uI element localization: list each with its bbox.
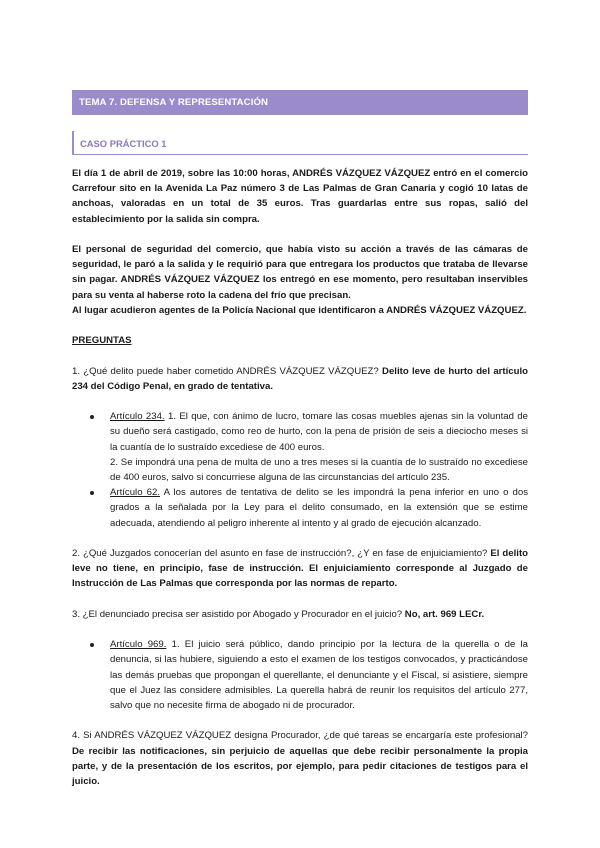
- article-list-3: [72, 637, 528, 713]
- question-4-text: 4. Si ANDRÉS VÁZQUEZ VÁZQUEZ designa Procurador, ¿de qué tareas se encargaría este profesional?: [72, 730, 528, 742]
- facts-paragraph-2b: Al lugar acudieron agentes de la Policía Nacional que identificaron a ANDRÉS VÁZQUEZ VÁZQUEZ.: [72, 304, 527, 316]
- article-234-text: 1. El que, con ánimo de lucro, tomare las cosas muebles ajenas sin la voluntad de su dueño será castigado, como reo de hurto, con la pena de prisión de seis a dieciocho meses si la cuantía de lo sustraído excediese de 400 euros.: [110, 411, 528, 453]
- question-1-text: 1. ¿Qué delito puede haber cometido ANDRÉS VÁZQUEZ VÁZQUEZ?: [72, 365, 383, 377]
- question-3-text: 3. ¿El denunciado precisa ser asistido por Abogado y Procurador en el juicio?: [72, 608, 405, 620]
- question-4: [72, 728, 528, 789]
- question-2-text: 2. ¿Qué Juzgados conocerían del asunto en fase de instrucción?, ¿Y en fase de enjuiciamiento?: [72, 548, 491, 559]
- answer-1: Delito leve de hurto del artículo 234 del Código Penal, en grado de tentativa.: [72, 365, 528, 392]
- list-item: [110, 409, 528, 485]
- article-234-ref: Artículo 234.: [110, 411, 165, 423]
- facts-paragraph-2: [72, 242, 528, 318]
- preguntas-heading: PREGUNTAS: [72, 335, 132, 347]
- question-1: [72, 364, 528, 394]
- document-body: [72, 166, 528, 804]
- case-heading: [72, 131, 528, 155]
- article-234-text-2: 2. Se impondrá una pena de multa de uno a tres meses si la cuantía de lo sustraído no excediese de 400 euros, salvo si concurriese alguna de las circunstancias del artículo 235.: [110, 456, 528, 483]
- facts-paragraph-2a: El personal de seguridad del comercio, que había visto su acción a través de las cámaras de seguridad, le paró a la salida y le requirió para que entregara los productos que trataba de llevarse sin pagar. ANDRÉS VÁZQUEZ VÁZQUEZ los entregó en ese momento, pero resultaban inservibles para su venta al haberse roto la cadena del frío que precisan.: [72, 244, 528, 301]
- facts-paragraph-1: El día 1 de abril de 2019, sobre las 10:00 horas, ANDRÉS VÁZQUEZ VÁZQUEZ entró en el comercio Carrefour sito en la Avenida La Paz número 3 de Las Palmas de Gran Canaria y cogió 10 latas de anchoas, valoradas en un total de 35 euros. Tras guardarlas entre sus ropas, salió del establecimiento por la salida sin compra.: [72, 168, 528, 225]
- answer-3: No, art. 969 LECr.: [404, 608, 485, 620]
- article-62-ref: Artículo 62.: [110, 487, 160, 499]
- list-item: [110, 637, 528, 713]
- article-list-1: [72, 409, 528, 531]
- tema-title: TEMA 7. DEFENSA Y REPRESENTACIÓN: [79, 97, 269, 108]
- answer-2: El delito leve no tiene, en principio, fase de instrucción. El enjuiciamiento corresponde al Juzgado de Instrucción de Las Palmas que corresponda por las normas de reparto.: [72, 548, 528, 590]
- question-2: [72, 546, 528, 592]
- article-969-text: 1. El juicio será público, dando principio por la lectura de la querella o de la denuncia, si las hubiere, siguiendo a esto el examen de los testigos convocados, y practicándose las demás pruebas que propongan el querellante, el denunciante y el Fiscal, si asistiere, siempre que el Juez las considere admisibles. La querella habrá de reunir los requisitos del artículo 277, salvo que no necesite firma de abogado ni de procurador.: [110, 639, 528, 711]
- article-62-text: A los autores de tentativa de delito se les impondrá la pena inferior en uno o dos grados a la señalada por la Ley para el delito consumado, en la extensión que se estime adecuada, atendiendo al peligro inherente al intento y al grado de ejecución alcanzado.: [110, 487, 529, 529]
- caso-title: CASO PRÁCTICO 1: [80, 138, 167, 149]
- answer-4: De recibir las notificaciones, sin perjuicio de aquellas que debe recibir personalmente la propia parte, y de la presentación de los escritos, por ejemplo, para pedir citaciones de testigos para el juicio.: [72, 745, 528, 787]
- list-item: [110, 485, 528, 531]
- section-title-bar: [72, 90, 528, 115]
- question-3: [72, 607, 528, 622]
- article-969-ref: Artículo 969.: [110, 639, 167, 651]
